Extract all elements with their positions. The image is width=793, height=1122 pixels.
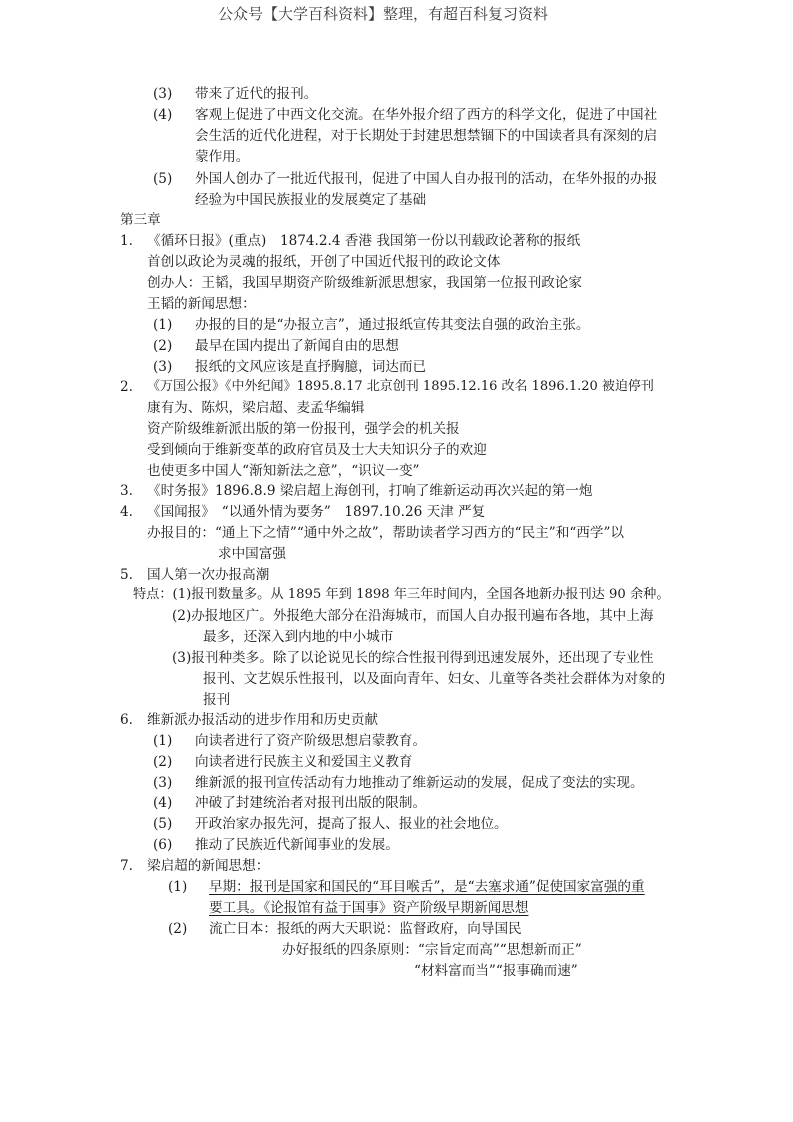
line-text: 冲破了封建统治者对报刊出版的限制。 <box>195 795 427 811</box>
line-text: 推动了民族近代新闻事业的发展。 <box>195 837 399 853</box>
line-text: 要工具。《论报馆有益于国事》资产阶级早期新闻思想 <box>209 900 529 916</box>
line-text: 受到倾向于维新变革的政府官员及士大夫知识分子的欢迎 <box>147 442 487 458</box>
line-number: (4) <box>153 795 173 811</box>
line-text: 办好报纸的四条原则：“宗旨定而高”“思想新而正” <box>282 942 582 958</box>
line-text: 《国闻报》 “以通外情为要务” 1897.10.26 天津 严复 <box>147 504 486 520</box>
line-text: 开政治家办报先河，提高了报人、报业的社会地位。 <box>195 816 508 832</box>
line-text: (2)办报地区广。外报绝大部分在沿海城市，而国人自办报刊遍布各地，其中上海 <box>172 608 654 624</box>
line-number: (5) <box>153 816 173 832</box>
line-text: 特点：(1)报刊数量多。从 1895 年到 1898 年三年时间内，全国各地新办报刊达 90 余种。 <box>133 587 670 602</box>
line-text: 流亡日本：报纸的两大天职说：监督政府，向导国民 <box>209 921 522 937</box>
line-number: 7. <box>120 858 133 874</box>
line-number: (1) <box>153 317 173 333</box>
line-number: (2) <box>153 754 173 770</box>
line-number: 1. <box>120 233 133 249</box>
line-text: 办报的目的是“办报立言”，通过报纸宣传其变法自强的政治主张。 <box>195 317 590 333</box>
line-number: 2. <box>120 379 133 395</box>
line-text: 创办人：王韬，我国早期资产阶级维新派思想家，我国第一位报刊政论家 <box>147 275 582 291</box>
line-number: (2) <box>153 338 173 354</box>
line-text: 维新派办报活动的进步作用和历史贡献 <box>147 712 379 728</box>
line-number: 5. <box>120 567 133 583</box>
line-text: 经验为中国民族报业的发展奠定了基础 <box>195 192 427 208</box>
page-header: 公众号【大学百科资料】整理，有超百科复习资料 <box>218 5 549 23</box>
line-text: 首创以政论为灵魂的报纸，开创了中国近代报刊的政论文体 <box>147 254 501 270</box>
line-text: 梁启超的新闻思想： <box>147 858 270 874</box>
chapter-heading: 第三章 <box>120 212 161 228</box>
line-number: (5) <box>153 171 173 187</box>
line-text: 《时务报》1896.8.9 梁启超上海创刊，打响了维新运动再次兴起的第一炮 <box>147 483 593 499</box>
line-number: (1) <box>153 733 173 749</box>
line-number: 4. <box>120 504 133 520</box>
line-number: 3. <box>120 483 133 499</box>
line-number: (3) <box>153 359 173 375</box>
line-text: 王韬的新闻思想： <box>147 296 256 312</box>
line-text: 国人第一次办报高潮 <box>147 567 270 583</box>
line-text: 向读者进行了资产阶级思想启蒙教育。 <box>195 733 427 749</box>
line-text: 最早在国内提出了新闻自由的思想 <box>195 338 399 354</box>
line-text: 也使更多中国人“渐知新法之意”，“识议一变” <box>147 463 420 479</box>
line-text: 蒙作用。 <box>195 149 250 165</box>
line-text: 报纸的文风应该是直抒胸臆，词达而已 <box>195 359 427 375</box>
line-text: 报刊、文艺娱乐性报刊，以及面向青年、妇女、儿童等各类社会群体为对象的 <box>203 671 666 687</box>
line-number: 6. <box>120 712 133 728</box>
line-text: 康有为、陈炽，梁启超、麦孟华编辑 <box>147 400 365 416</box>
line-text: 会生活的近代化进程，对于长期处于封建思想禁锢下的中国读者具有深刻的启 <box>195 128 658 144</box>
line-text: 带来了近代的报刊。 <box>195 86 318 102</box>
line-text: 《循环日报》(重点) 1874.2.4 香港 我国第一份以刊载政论著称的报纸 <box>147 233 581 249</box>
line-text: 求中国富强 <box>218 546 286 562</box>
line-text: 资产阶级维新派出版的第一份报刊，强学会的机关报 <box>147 421 460 437</box>
line-text: (3)报刊种类多。除了以论说见长的综合性报刊得到迅速发展外，还出现了专业性 <box>172 650 654 666</box>
line-number: (3) <box>153 775 173 791</box>
line-number: (6) <box>153 837 173 853</box>
line-text: 最多，还深入到内地的中小城市 <box>203 629 394 645</box>
line-number: (4) <box>153 107 173 123</box>
line-number: (3) <box>153 86 173 102</box>
line-number: (1) <box>168 879 188 895</box>
line-text: 维新派的报刊宣传活动有力地推动了维新运动的发展，促成了变法的实现。 <box>195 775 644 791</box>
line-number: (2) <box>168 921 188 937</box>
line-text: 办报目的：“通上下之情”“通中外之故”，帮助读者学习西方的“民主”和“西学”以 <box>147 525 625 541</box>
line-text: 外国人创办了一批近代报刊，促进了中国人自办报刊的活动，在华外报的办报 <box>195 171 658 187</box>
line-text: 客观上促进了中西文化交流。在华外报介绍了西方的科学文化，促进了中国社 <box>195 107 658 123</box>
line-text: 向读者进行民族主义和爱国主义教育 <box>195 754 413 770</box>
line-text: 报刊 <box>203 692 231 708</box>
line-text: 早期：报刊是国家和国民的“耳目喉舌”，是“去塞求通”促使国家富强的重 <box>209 879 645 895</box>
line-text: 《万国公报》《中外纪闻》1895.8.17 北京创刊 1895.12.16 改名 1896.1.20 被迫停刊 <box>147 379 654 394</box>
line-text: “材料富而当”“报事确而速” <box>414 963 578 979</box>
